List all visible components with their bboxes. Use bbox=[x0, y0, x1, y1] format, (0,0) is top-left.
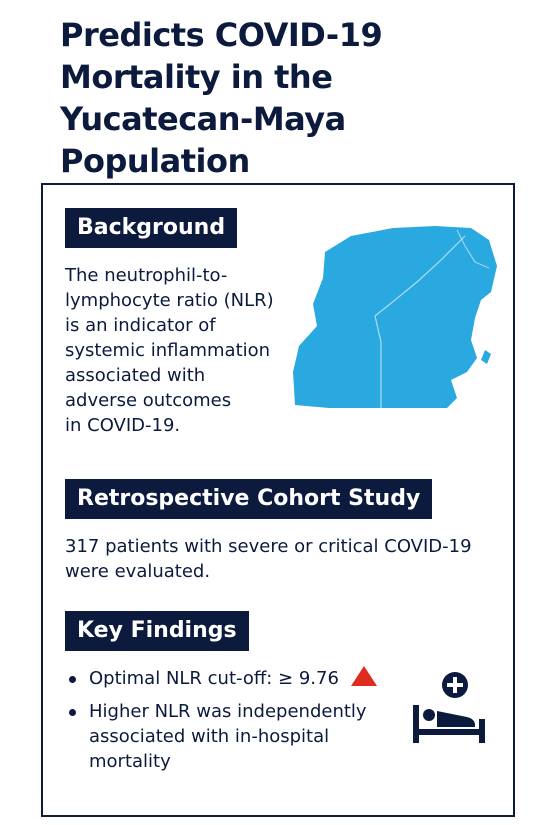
finding-text: Higher NLR was independently associated with in-hospital mortality bbox=[89, 701, 367, 772]
up-triangle-icon bbox=[351, 666, 377, 686]
finding-item bbox=[67, 699, 387, 774]
background-line: in COVID-19. bbox=[65, 415, 181, 436]
map-shape bbox=[293, 226, 497, 408]
title-line-2: Mortality in the bbox=[60, 58, 333, 96]
background-line: The neutrophil-to- bbox=[65, 265, 228, 286]
yucatan-map-icon bbox=[289, 222, 499, 410]
findings-heading: Key Findings bbox=[65, 611, 249, 651]
background-line: systemic inflammation bbox=[65, 340, 271, 361]
background-heading: Background bbox=[65, 208, 237, 248]
background-line: associated with bbox=[65, 365, 206, 386]
infographic-panel bbox=[41, 183, 515, 817]
study-heading: Retrospective Cohort Study bbox=[65, 479, 432, 519]
background-line: lymphocyte ratio (NLR) bbox=[65, 290, 274, 311]
finding-text: Optimal NLR cut-off: ≥ 9.76 bbox=[89, 668, 339, 689]
study-text: 317 patients with severe or critical COVID-19 were evaluated. bbox=[65, 536, 472, 582]
page-title bbox=[60, 14, 530, 182]
background-line: is an indicator of bbox=[65, 315, 216, 336]
title-line-1: Predicts COVID-19 bbox=[60, 16, 383, 54]
background-line: adverse outcomes bbox=[65, 390, 232, 411]
title-line-4: Population bbox=[60, 142, 250, 180]
background-text bbox=[65, 263, 305, 438]
title-line-3: Yucatecan-Maya bbox=[60, 100, 346, 138]
hospital-bed-icon bbox=[411, 671, 487, 745]
bullet-icon bbox=[69, 709, 76, 716]
bullet-icon bbox=[69, 676, 76, 683]
coastal-island bbox=[481, 350, 491, 364]
